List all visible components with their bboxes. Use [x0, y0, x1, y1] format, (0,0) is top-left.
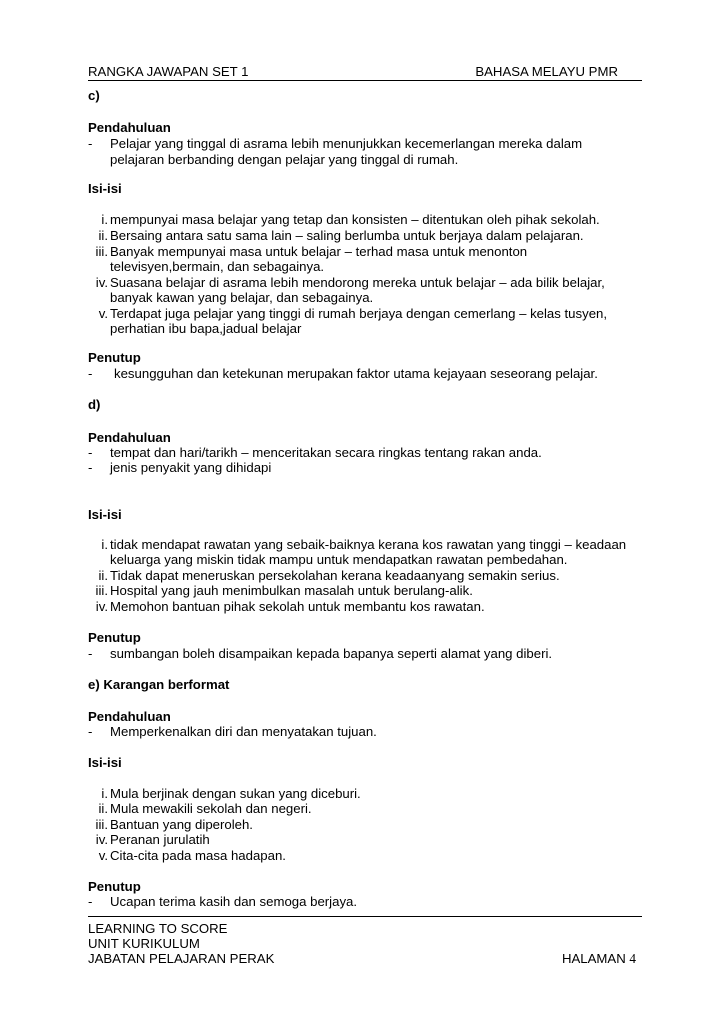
section-d-label: d) [88, 397, 101, 412]
section-e-isi-title: Isi-isi [88, 755, 122, 770]
page-number [562, 951, 636, 967]
header-left: RANGKA JAWAPAN SET 1 [88, 64, 249, 79]
section-c-isi-title: Isi-isi [88, 181, 122, 196]
section-c-label: c) [88, 88, 100, 103]
section-e-label: e) Karangan berformat [88, 677, 230, 692]
footer-rule [88, 916, 642, 917]
footer-line-3: JABATAN PELAJARAN PERAK [88, 951, 275, 966]
header-right: BAHASA MELAYU PMR [475, 64, 618, 79]
page-header [88, 64, 642, 79]
section-d-pendahuluan-title: Pendahuluan [88, 430, 171, 445]
section-d-isi-title: Isi-isi [88, 507, 122, 522]
header-rule [88, 80, 642, 81]
section-e-penutup-title: Penutup [88, 879, 141, 894]
footer-line-1: LEARNING TO SCORE [88, 921, 228, 936]
section-d-penutup-title: Penutup [88, 630, 141, 645]
section-e-pendahuluan-title: Pendahuluan [88, 709, 171, 724]
footer-line-2: UNIT KURIKULUM [88, 936, 200, 951]
page-label: HALAMAN [561, 951, 626, 966]
section-c-penutup-title: Penutup [88, 350, 141, 365]
section-c-pendahuluan-title: Pendahuluan [88, 120, 171, 135]
page-number-value: 4 [629, 951, 636, 966]
